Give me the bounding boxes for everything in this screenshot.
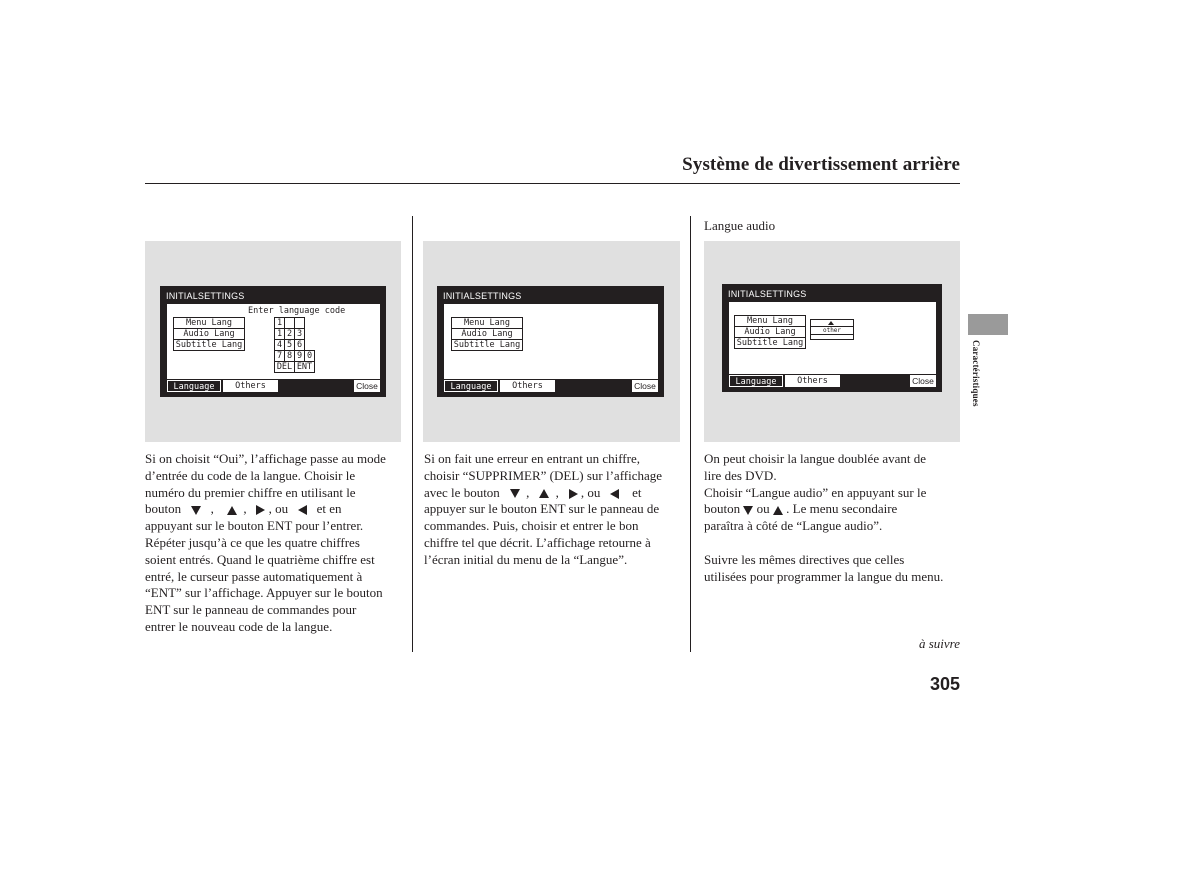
column-1-text: [145, 451, 386, 636]
tab-others[interactable]: Others: [500, 380, 555, 392]
menu-item-subtitle-lang[interactable]: Subtitle Lang: [453, 340, 521, 350]
key-2[interactable]: 2: [285, 329, 295, 340]
screen-content: [444, 304, 658, 379]
language-menu: [173, 317, 245, 351]
key-5[interactable]: 5: [285, 340, 295, 351]
text-line: choisir “SUPPRIMER” (DEL) sur l’affichage: [424, 467, 663, 483]
up-arrow-icon: [773, 506, 783, 515]
column-divider-1: [412, 216, 413, 652]
text-fragment: bouton: [145, 501, 182, 517]
right-arrow-icon: [569, 489, 578, 499]
down-arrow-icon: [510, 489, 520, 498]
text-fragment: avec le bouton: [424, 484, 500, 500]
section-tab-label: Caractéristiques: [971, 340, 981, 407]
text-fragment: bouton: [704, 501, 741, 517]
audio-lang-popup[interactable]: [810, 319, 854, 340]
close-button[interactable]: Close: [910, 375, 936, 387]
screen-header: INITIALSETTINGS: [443, 291, 522, 301]
text-line: Répéter jusqu’à ce que les quatre chiffres: [145, 534, 360, 550]
text-line: “ENT” sur l’affichage. Appuyer sur le bouton: [145, 585, 383, 601]
text-fragment: , ou: [580, 484, 601, 500]
tab-others[interactable]: Others: [785, 375, 840, 387]
text-line: l’écran initial du menu de la “Langue”.: [424, 551, 628, 567]
menu-item-menu-lang[interactable]: Menu Lang: [452, 318, 522, 329]
text-line: d’entrée du code de la langue. Choisir le: [145, 467, 356, 483]
text-fragment: ,: [526, 484, 530, 500]
page-title: Système de divertissement arrière: [682, 154, 960, 175]
text-line: appuyer sur le bouton ENT sur le panneau de: [424, 501, 660, 517]
screen-content: [167, 304, 380, 379]
left-arrow-icon: [610, 489, 619, 499]
text-fragment: ,: [210, 501, 214, 517]
text-line-with-arrows: [704, 501, 943, 518]
column-3-text: [704, 451, 943, 585]
menu-item-audio-lang[interactable]: Audio Lang: [735, 327, 805, 338]
screen-2: [437, 286, 664, 397]
screen-tabs: [167, 380, 380, 393]
text-fragment: . Le menu secondaire: [786, 501, 898, 517]
screen-content: [729, 302, 936, 374]
text-line: paraîtra à côté de “Langue audio”.: [704, 518, 883, 534]
figure-panel-3: [704, 241, 960, 442]
text-line: lire des DVD.: [704, 467, 777, 483]
menu-item-menu-lang[interactable]: Menu Lang: [174, 318, 244, 329]
text-line: numéro du premier chiffre en utilisant le: [145, 484, 356, 500]
screen-tabs: [444, 380, 658, 393]
figure-panel-1: [145, 241, 401, 442]
continued-note: à suivre: [918, 636, 960, 651]
tab-others[interactable]: Others: [223, 380, 278, 392]
tab-language[interactable]: Language: [729, 375, 783, 387]
text-fragment: et en: [316, 501, 342, 517]
text-fragment: et: [632, 484, 642, 500]
close-button[interactable]: Close: [354, 380, 380, 392]
up-arrow-icon: [227, 506, 237, 515]
key-9[interactable]: 9: [295, 351, 305, 362]
key-1[interactable]: 1: [275, 329, 285, 340]
keypad-entry: 1: [275, 318, 285, 329]
text-line: utilisées pour programmer la langue du menu.: [704, 568, 944, 584]
language-menu: [451, 317, 523, 351]
text-line: chiffre tel que décrit. L’affichage retourne à: [424, 534, 651, 550]
key-3[interactable]: 3: [295, 329, 305, 340]
text-line: On peut choisir la langue doublée avant de: [704, 451, 927, 466]
key-del[interactable]: DEL: [275, 362, 295, 373]
text-line-with-arrows: [145, 501, 386, 518]
text-line-with-arrows: [424, 485, 662, 502]
menu-item-menu-lang[interactable]: Menu Lang: [735, 316, 805, 327]
text-line: entré, le curseur passe automatiquement à: [145, 568, 363, 584]
text-fragment: ou: [756, 501, 770, 517]
key-7[interactable]: 7: [275, 351, 285, 362]
popup-value: other: [811, 326, 853, 335]
menu-item-subtitle-lang[interactable]: Subtitle Lang: [736, 338, 804, 348]
text-line: Si on fait une erreur en entrant un chiffre,: [424, 451, 640, 466]
menu-item-audio-lang[interactable]: Audio Lang: [452, 329, 522, 340]
text-line: entrer le nouveau code de la langue.: [145, 618, 333, 634]
column-divider-2: [690, 216, 691, 652]
menu-item-audio-lang[interactable]: Audio Lang: [174, 329, 244, 340]
right-arrow-icon: [256, 505, 265, 515]
key-0[interactable]: 0: [305, 351, 315, 362]
key-8[interactable]: 8: [285, 351, 295, 362]
figure-caption-audio-lang: Langue audio: [704, 218, 776, 233]
tab-language[interactable]: Language: [167, 380, 221, 392]
header-rule: [145, 183, 960, 184]
text-line: Choisir “Langue audio” en appuyant sur le: [704, 484, 927, 500]
text-fragment: , ou: [268, 501, 289, 517]
key-6[interactable]: 6: [295, 340, 305, 351]
screen-header: INITIALSETTINGS: [166, 291, 245, 301]
key-4[interactable]: 4: [275, 340, 285, 351]
key-ent[interactable]: ENT: [295, 362, 315, 373]
section-tab-marker: [968, 314, 1008, 335]
down-arrow-icon: [743, 506, 753, 515]
tab-language[interactable]: Language: [444, 380, 498, 392]
text-fragment: ,: [555, 484, 559, 500]
left-arrow-icon: [298, 505, 307, 515]
enter-code-prompt: Enter language code: [248, 306, 346, 316]
text-line: soient entrés. Quand le quatrième chiffre est: [145, 551, 375, 567]
screen-3: [722, 284, 942, 392]
screen-header: INITIALSETTINGS: [728, 289, 807, 299]
text-line: appuyant sur le bouton ENT pour l’entrer.: [145, 518, 364, 534]
screen-tabs: [729, 375, 936, 388]
up-arrow-icon: [539, 489, 549, 498]
text-line: Suivre les mêmes directives que celles: [704, 551, 905, 567]
page-number: 305: [929, 674, 960, 694]
screen-1: [160, 286, 386, 397]
text-fragment: ,: [243, 501, 247, 517]
text-line: Si on choisit “Oui”, l’affichage passe au mode: [145, 451, 386, 466]
column-2-text: [424, 451, 662, 569]
popup-up-icon[interactable]: [828, 321, 834, 325]
menu-item-subtitle-lang[interactable]: Subtitle Lang: [175, 340, 243, 350]
text-line: commandes. Puis, choisir et entrer le bon: [424, 518, 639, 534]
text-line: ENT sur le panneau de commandes pour: [145, 602, 357, 618]
keypad: [274, 317, 315, 373]
close-button[interactable]: Close: [632, 380, 658, 392]
down-arrow-icon: [191, 506, 201, 515]
language-menu: [734, 315, 806, 349]
figure-panel-2: [423, 241, 680, 442]
